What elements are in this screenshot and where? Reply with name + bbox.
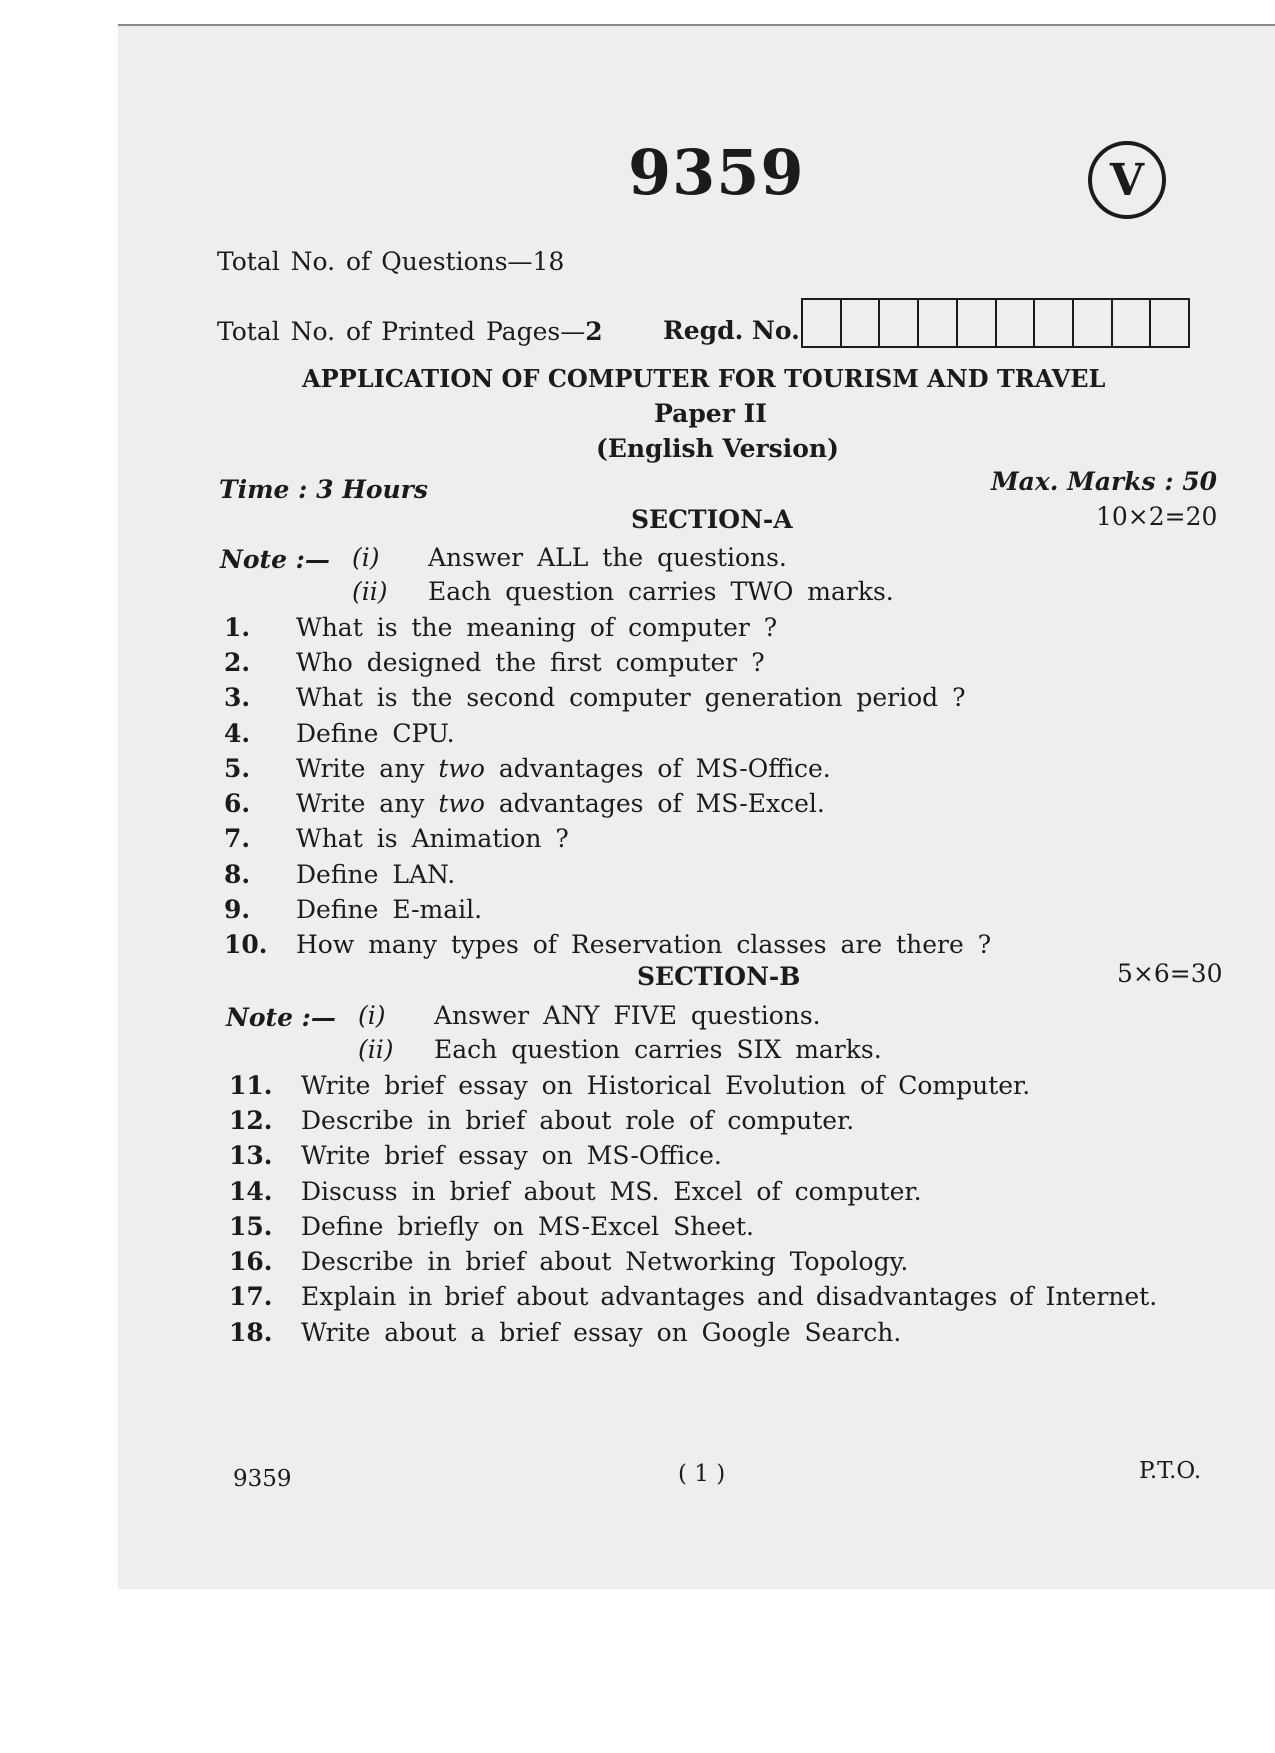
- question-text: Describe in brief about role of computer.: [301, 1106, 855, 1135]
- question-text: [296, 789, 825, 818]
- question-number: 1.: [224, 613, 251, 642]
- regd-number-boxes: [801, 298, 1190, 348]
- regd-cell: [842, 300, 881, 346]
- regd-cell: [1113, 300, 1152, 346]
- section-a-title: SECTION-A: [631, 505, 793, 534]
- section-a-note-label: Note :—: [220, 545, 330, 574]
- question-text-post: advantages of MS-Office.: [484, 754, 831, 783]
- page-number: ( 1 ): [678, 1461, 726, 1487]
- question-text: Define briefly on MS-Excel Sheet.: [301, 1212, 754, 1241]
- section-b-note-label: Note :—: [226, 1003, 336, 1032]
- footer-code: 9359: [233, 1466, 292, 1492]
- question-text: [296, 754, 831, 783]
- regd-cell: [1151, 300, 1188, 346]
- question-number: 17.: [229, 1282, 273, 1311]
- regd-cell: [880, 300, 919, 346]
- question-number: 2.: [224, 648, 251, 677]
- version-badge-letter: V: [1109, 154, 1145, 206]
- question-number: 5.: [224, 754, 251, 783]
- paper-version: (English Version): [596, 434, 839, 463]
- question-number: 8.: [224, 860, 251, 889]
- time-allowed: Time : 3 Hours: [219, 475, 428, 504]
- question-number: 4.: [224, 719, 251, 748]
- regd-cell: [803, 300, 842, 346]
- note-num: (i): [352, 543, 380, 572]
- regd-cell: [958, 300, 997, 346]
- question-number: 18.: [229, 1318, 273, 1347]
- question-text: What is the second computer generation period ?: [296, 683, 966, 712]
- question-number: 15.: [229, 1212, 273, 1241]
- question-number: 13.: [229, 1141, 273, 1170]
- question-text: Define CPU.: [296, 719, 455, 748]
- pto-label: P.T.O.: [1139, 1458, 1202, 1484]
- note-num: (i): [358, 1001, 386, 1030]
- question-text-post: advantages of MS-Excel.: [484, 789, 825, 818]
- question-text-pre: Write any: [296, 754, 439, 783]
- note-text: Each question carries SIX marks.: [434, 1035, 882, 1064]
- question-number: 10.: [224, 930, 268, 959]
- question-text: What is Animation ?: [296, 824, 569, 853]
- question-text-emphasis: two: [438, 754, 485, 783]
- note-text: Each question carries TWO marks.: [428, 577, 894, 606]
- question-text: Write about a brief essay on Google Search.: [301, 1318, 902, 1347]
- regd-cell: [1074, 300, 1113, 346]
- regd-cell: [997, 300, 1036, 346]
- question-number: 3.: [224, 683, 251, 712]
- question-text: Discuss in brief about MS. Excel of computer.: [301, 1177, 922, 1206]
- question-text: Define LAN.: [296, 860, 456, 889]
- total-questions: Total No. of Questions—18: [217, 247, 565, 276]
- note-num: (ii): [358, 1035, 394, 1064]
- note-num: (ii): [352, 577, 388, 606]
- note-text: Answer ALL the questions.: [428, 543, 787, 572]
- section-a-marks: 10×2=20: [1096, 502, 1218, 531]
- sheet-edge: [118, 24, 1275, 26]
- section-b-marks: 5×6=30: [1117, 959, 1223, 988]
- total-printed-pages: [217, 317, 603, 346]
- question-text-pre: Write any: [296, 789, 439, 818]
- question-text: Define E-mail.: [296, 895, 483, 924]
- question-number: 11.: [229, 1071, 273, 1100]
- question-text: Describe in brief about Networking Topology.: [301, 1247, 909, 1276]
- regd-cell: [1035, 300, 1074, 346]
- regd-label: Regd. No.: [663, 316, 800, 345]
- question-text: What is the meaning of computer ?: [296, 613, 778, 642]
- question-number: 9.: [224, 895, 251, 924]
- printed-pages-value: 2: [585, 317, 603, 346]
- paper-title: APPLICATION OF COMPUTER FOR TOURISM AND TRAVEL: [302, 364, 1106, 393]
- max-marks: Max. Marks : 50: [991, 467, 1218, 496]
- question-number: 14.: [229, 1177, 273, 1206]
- question-number: 12.: [229, 1106, 273, 1135]
- version-badge: [1088, 141, 1166, 219]
- section-b-title: SECTION-B: [637, 962, 801, 991]
- paper-code: 9359: [628, 136, 805, 209]
- question-number: 6.: [224, 789, 251, 818]
- question-text-emphasis: two: [438, 789, 485, 818]
- note-text: Answer ANY FIVE questions.: [434, 1001, 821, 1030]
- question-text: Who designed the first computer ?: [296, 648, 765, 677]
- printed-pages-label: Total No. of Printed Pages—: [217, 317, 586, 346]
- question-number: 7.: [224, 824, 251, 853]
- question-number: 16.: [229, 1247, 273, 1276]
- question-text: Explain in brief about advantages and disadvantages of Internet.: [301, 1282, 1158, 1311]
- question-text: Write brief essay on MS-Office.: [301, 1141, 722, 1170]
- regd-cell: [919, 300, 958, 346]
- question-text: Write brief essay on Historical Evolution of Computer.: [301, 1071, 1031, 1100]
- question-text: How many types of Reservation classes are there ?: [296, 930, 992, 959]
- paper-number: Paper II: [654, 399, 767, 428]
